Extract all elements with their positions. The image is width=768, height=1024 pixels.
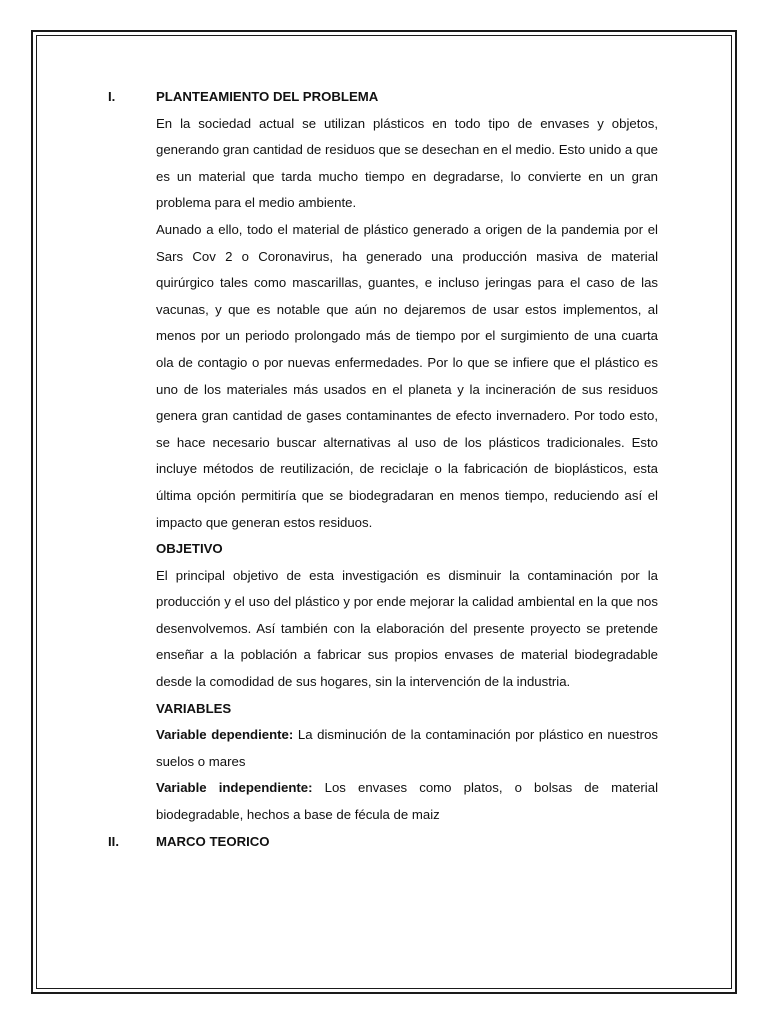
section-number: II. (108, 833, 119, 849)
paragraph: En la sociedad actual se utilizan plásticos en todo tipo de envases y objetos, generando gran cantidad de residuos que se desechan en el medio. Esto unido a que es un material que tarda mucho tiempo en degradarse, lo convierte en un gran problema para el medio ambiente. (156, 115, 658, 211)
paragraph: Aunado a ello, todo el material de plástico generado a origen de la pandemia por el Sars Cov 2 o Coronavirus, ha generado una producción masiva de material quirúrgico tales como mascarillas, guantes, e incluso jeringas para el caso de las vacunas, y que es notable que aún no dejaremos de usar estos implementos, al menos por un periodo prolongado más de tiempo por el surgimiento de una cuarta ola de contagio o por nuevas enfermedades. Por lo que se infiere que el plástico es uno de los materiales más usados en el planeta y la incineración de sus residuos genera gran cantidad de gases contaminantes de efecto invernadero. Por todo esto, se hace necesario buscar alternativas al uso de los plásticos tradicionales. Esto incluye métodos de reutilización, de reciclaje o la fabricación de bioplásticos, esta última opción permitiría que se biodegradaran en menos tiempo, reduciendo así el impacto que generan estos residuos. (156, 221, 658, 530)
variable-dependiente (156, 722, 658, 775)
variable-dependiente-label: Variable dependiente: (156, 727, 294, 743)
variables-heading: VARIABLES (156, 700, 232, 716)
variable-independiente-label: Variable independiente: (156, 780, 313, 796)
objetivo-paragraph: El principal objetivo de esta investigación es disminuir la contaminación por la producción y el uso del plástico y por ende mejorar la calidad ambiental en la que nos desenvolvemos. Así también con la elaboración del presente proyecto se pretende enseñar a la población a fabricar sus propios envases de material biodegradable desde la comodidad de sus hogares, sin la intervención de la industria. (156, 567, 658, 690)
document-body (108, 84, 658, 855)
section-title: MARCO TEORICO (156, 833, 270, 849)
section-number: I. (108, 89, 116, 104)
section-title: PLANTEAMIENTO DEL PROBLEMA (156, 89, 379, 104)
variable-independiente (156, 775, 658, 828)
variable-dependiente-text: La disminución de la contaminación por plástico en nuestros suelos o mares (156, 727, 658, 769)
section-heading-2 (108, 829, 658, 856)
variable-independiente-text: Los envases como platos, o bolsas de material biodegradable, hechos a base de fécula de maiz (156, 780, 659, 823)
objetivo-heading: OBJETIVO (156, 541, 223, 557)
section-heading-1 (108, 84, 658, 111)
